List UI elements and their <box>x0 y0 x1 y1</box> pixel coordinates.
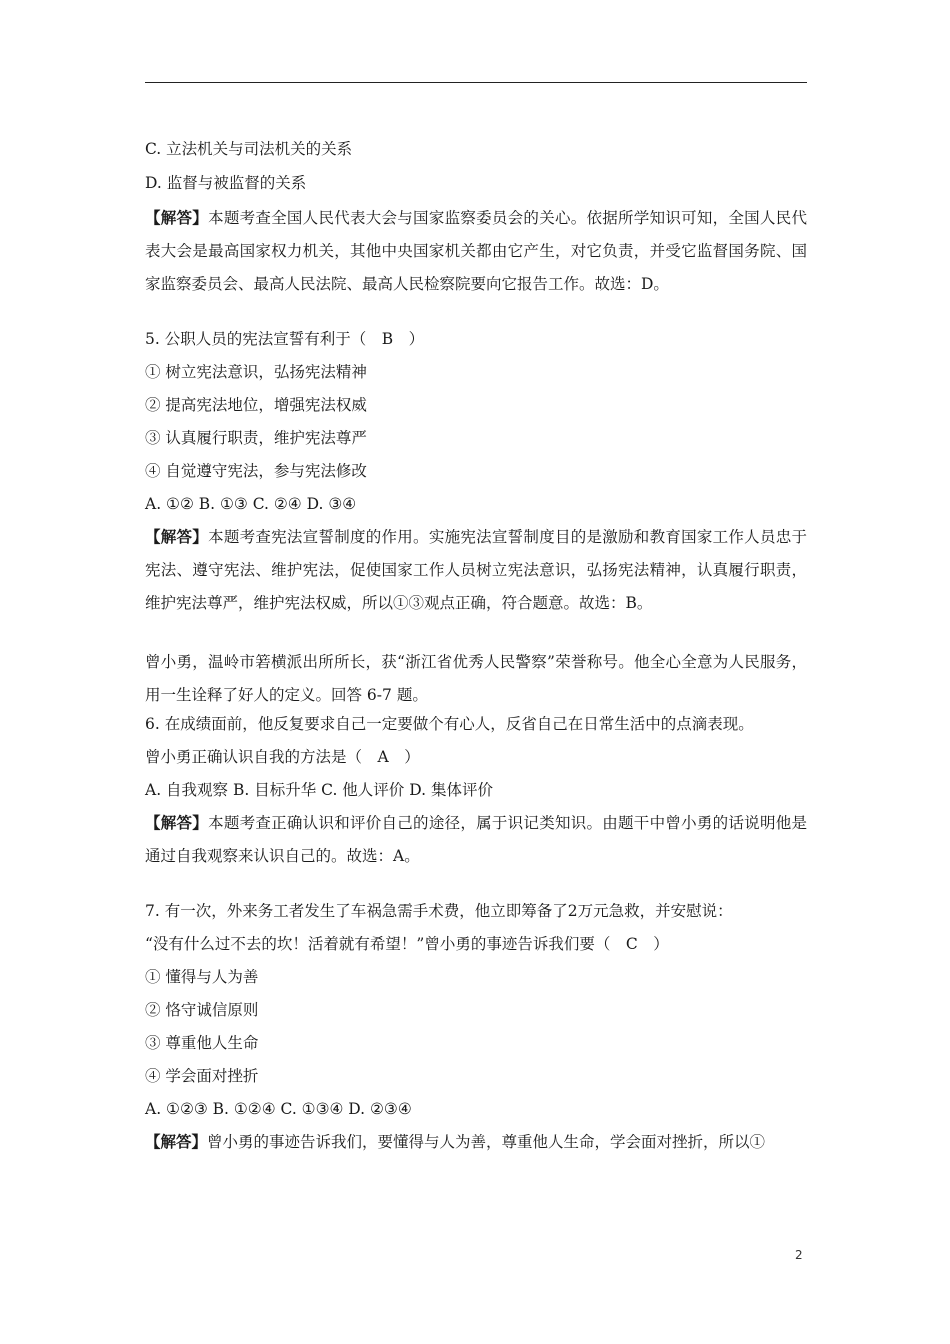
answer-label: 【解答】 <box>145 1132 208 1151</box>
q5-item: ② 提高宪法地位，增强宪法权威 <box>145 396 367 414</box>
q6-question-line2: 曾小勇正确认识自我的方法是（ A ） <box>145 748 420 766</box>
header-rule <box>145 82 807 83</box>
q4-option-c: C. 立法机关与司法机关的关系 <box>145 140 353 158</box>
answer-text: 本题考查全国人民代表大会与国家监察委员会的关心。依据所学知识可知，全国人民代表大会是最高国家权力机关，其他中央国家机关都由它产生，对它负责，并受它监督国务院、国家监察委员会、最高人民法院、最高人民检察院要向它报告工作。故选：D。 <box>145 209 807 293</box>
q5-item: ④ 自觉遵守宪法，参与宪法修改 <box>145 462 367 480</box>
q5-answer <box>145 520 807 620</box>
q7-item: ④ 学会面对挫折 <box>145 1067 259 1085</box>
q5-item: ① 树立宪法意识，弘扬宪法精神 <box>145 363 367 381</box>
q4-answer <box>145 201 807 301</box>
spacer <box>145 620 807 646</box>
answer-label: 【解答】 <box>145 813 209 832</box>
q7-item: ① 懂得与人为善 <box>145 968 259 986</box>
page-content <box>145 120 807 1159</box>
q5-choices: A. ①② B. ①③ C. ②④ D. ③④ <box>145 495 357 513</box>
q5-question: 5. 公职人员的宪法宣誓有利于（ B ） <box>145 330 425 348</box>
q7-item: ② 恪守诚信原则 <box>145 1001 259 1019</box>
answer-text: 本题考查宪法宣誓制度的作用。实施宪法宣誓制度目的是激励和教育国家工作人员忠于宪法、遵守宪法、维护宪法，促使国家工作人员树立宪法意识，弘扬宪法精神，认真履行职责，维护宪法尊严，维护宪法权威，所以①③观点正确，符合题意。故选：B。 <box>145 528 807 612</box>
answer-text: 本题考查正确认识和评价自己的途径，属于识记类知识。由题干中曾小勇的话说明他是通过自我观察来认识自己的。故选：A。 <box>145 814 807 865</box>
q7-choices: A. ①②③ B. ①②④ C. ①③④ D. ②③④ <box>145 1100 412 1118</box>
q7-item: ③ 尊重他人生命 <box>145 1034 259 1052</box>
q7-question-line1: 7. 有一次，外来务工者发生了车祸急需手术费，他立即筹备了2万元急救，并安慰说： <box>145 902 733 920</box>
page-number: 2 <box>795 1248 803 1262</box>
spacer <box>145 301 807 327</box>
q6-question-line1: 6. 在成绩面前，他反复要求自己一定要做个有心人，反省自己在日常生活中的点滴表现。 <box>145 715 754 733</box>
q5-item: ③ 认真履行职责，维护宪法尊严 <box>145 429 367 447</box>
answer-label: 【解答】 <box>145 208 209 227</box>
q7-question-line2: “没有什么过不去的坎！活着就有希望！”曾小勇的事迹告诉我们要（ C ） <box>145 935 669 953</box>
q6-answer <box>145 806 807 873</box>
q7-answer <box>145 1125 807 1159</box>
q6-choices: A. 自我观察 B. 目标升华 C. 他人评价 D. 集体评价 <box>145 781 493 799</box>
material-paragraph: 曾小勇，温岭市箬横派出所所长，获“浙江省优秀人民警察”荣誉称号。他全心全意为人民服务，用一生诠释了好人的定义。回答 6-7 题。 <box>145 653 807 704</box>
q4-option-d: D. 监督与被监督的关系 <box>145 174 307 192</box>
spacer <box>145 873 807 899</box>
answer-text: 曾小勇的事迹告诉我们，要懂得与人为善，尊重他人生命，学会面对挫折，所以① <box>207 1133 766 1151</box>
answer-label: 【解答】 <box>145 527 209 546</box>
